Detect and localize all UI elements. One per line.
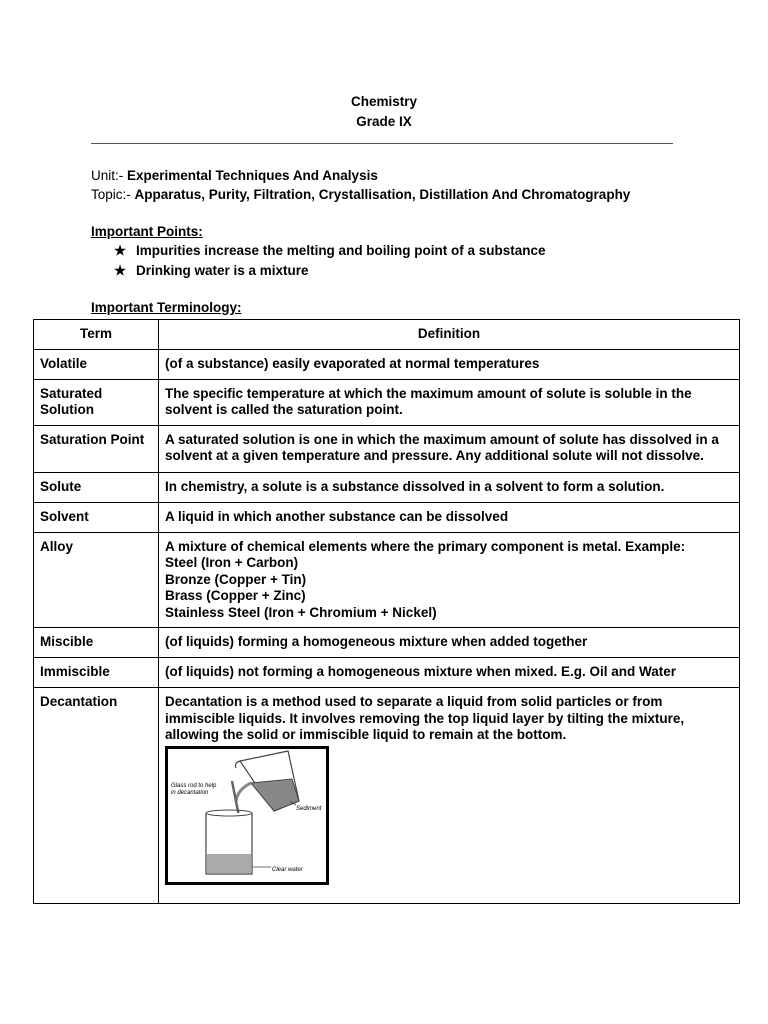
- term-cell: Saturation Point: [34, 425, 159, 472]
- term-cell: Volatile: [34, 349, 159, 379]
- document-grade: Grade IX: [356, 114, 412, 129]
- table-row: [34, 628, 740, 658]
- definition-cell: (of liquids) forming a homogeneous mixture when added together: [159, 628, 740, 658]
- term-cell: Solute: [34, 472, 159, 502]
- definition-cell: Decantation is a method used to separate a liquid from solid particles or from immiscible liquids. It involves removing the top liquid layer by tilting the mixture, allowing the solid or immiscible liquid to remain at the bottom. Glass rod to help in decantation Sediment Clear water: [159, 688, 740, 904]
- important-point-item: ★ Impurities increase the melting and boiling point of a substance: [114, 243, 546, 258]
- table-row: [34, 532, 740, 628]
- column-header-definition: Definition: [159, 320, 740, 350]
- decantation-illustration: [165, 746, 329, 885]
- important-point-item: ★ Drinking water is a mixture: [114, 263, 309, 278]
- clear-water-fill: [207, 854, 251, 873]
- star-bullet-icon: ★: [114, 243, 127, 258]
- definition-cell: The specific temperature at which the maximum amount of solute is soluble in the solvent is called the saturation point.: [159, 379, 740, 425]
- definition-cell: (of liquids) not forming a homogeneous mixture when mixed. E.g. Oil and Water: [159, 658, 740, 688]
- terminology-heading: Important Terminology:: [91, 300, 242, 315]
- terminology-table: [33, 319, 740, 904]
- table-row: [34, 379, 740, 425]
- definition-cell: A liquid in which another substance can be dissolved: [159, 502, 740, 532]
- important-points-heading: Important Points:: [91, 224, 203, 239]
- definition-cell: (of a substance) easily evaporated at normal temperatures: [159, 349, 740, 379]
- table-row: [34, 658, 740, 688]
- unit-value: Experimental Techniques And Analysis: [127, 168, 378, 183]
- term-cell: Decantation: [34, 688, 159, 904]
- term-cell: Miscible: [34, 628, 159, 658]
- topic-line: [91, 187, 630, 202]
- table-header-row: [34, 320, 740, 350]
- clear-water-label: Clear water: [272, 866, 303, 873]
- term-cell: Alloy: [34, 532, 159, 628]
- table-row: [34, 425, 740, 472]
- sediment-label: Sediment: [296, 805, 322, 812]
- glass-rod-label: Glass rod to help in decantation: [171, 782, 217, 796]
- term-cell: Saturated Solution: [34, 379, 159, 425]
- column-header-term: Term: [34, 320, 159, 350]
- liquid-stream: [236, 783, 251, 801]
- definition-cell: A saturated solution is one in which the maximum amount of solute has dissolved in a solvent at a given temperature and pressure. Any additional solute will not dissolve.: [159, 425, 740, 472]
- unit-label: Unit:-: [91, 168, 128, 183]
- term-cell: Immiscible: [34, 658, 159, 688]
- sediment-liquid: [251, 779, 299, 811]
- topic-value: Apparatus, Purity, Filtration, Crystallisation, Distillation And Chromatography: [134, 187, 631, 202]
- definition-cell: A mixture of chemical elements where the primary component is metal. Example: Steel (Iron + Carbon) Bronze (Copper + Tin) Brass (Copper + Zinc) Stainless Steel (Iron + Chromium + Nickel): [159, 532, 740, 628]
- term-cell: Solvent: [34, 502, 159, 532]
- header-divider: [91, 143, 673, 144]
- definition-cell: In chemistry, a solute is a substance dissolved in a solvent to form a solution.: [159, 472, 740, 502]
- table-row: [34, 349, 740, 379]
- table-row: [34, 472, 740, 502]
- star-bullet-icon: ★: [114, 263, 127, 278]
- topic-label: Topic:-: [91, 187, 135, 202]
- unit-line: [91, 168, 378, 183]
- beaker-spout: [236, 761, 241, 768]
- table-row: [34, 502, 740, 532]
- table-row: [34, 688, 740, 904]
- document-subject: Chemistry: [350, 94, 418, 109]
